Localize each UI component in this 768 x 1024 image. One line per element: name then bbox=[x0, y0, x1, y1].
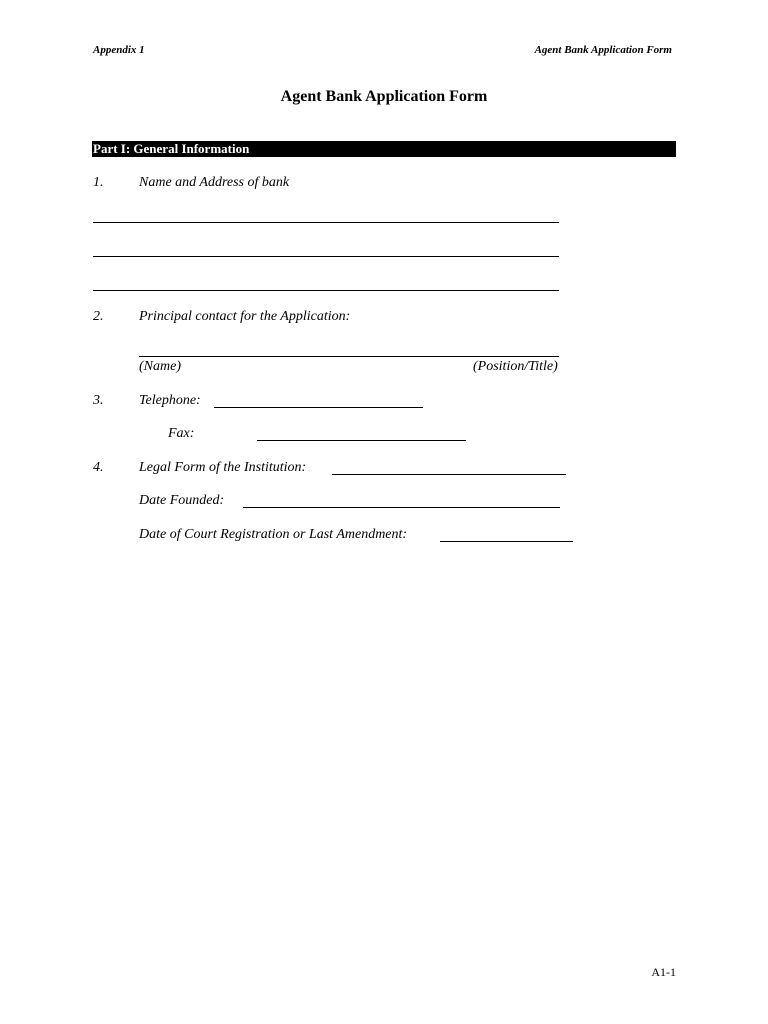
date-founded-field[interactable] bbox=[243, 507, 560, 508]
fax-label: Fax: bbox=[168, 426, 195, 441]
header-form-name: Agent Bank Application Form bbox=[534, 44, 672, 56]
name-caption: (Name) bbox=[139, 359, 181, 374]
header-appendix: Appendix 1 bbox=[93, 44, 145, 56]
q2-number: 2. bbox=[93, 309, 104, 324]
legal-form-field[interactable] bbox=[332, 474, 566, 475]
principal-contact-line[interactable] bbox=[139, 356, 559, 357]
page-number: A1-1 bbox=[651, 965, 676, 979]
section-heading-part1: Part I: General Information bbox=[93, 141, 250, 156]
registration-date-field[interactable] bbox=[440, 541, 573, 542]
telephone-field[interactable] bbox=[214, 407, 423, 408]
page-title: Agent Bank Application Form bbox=[280, 88, 488, 105]
q1-number: 1. bbox=[93, 175, 104, 190]
bank-name-address-line-2[interactable] bbox=[93, 256, 559, 257]
fax-field[interactable] bbox=[257, 440, 466, 441]
position-title-caption: (Position/Title) bbox=[473, 359, 558, 374]
bank-name-address-line-1[interactable] bbox=[93, 222, 559, 223]
bank-name-address-line-3[interactable] bbox=[93, 290, 559, 291]
date-founded-label: Date Founded: bbox=[139, 493, 225, 508]
q3-number: 3. bbox=[93, 393, 104, 408]
telephone-label: Telephone: bbox=[139, 393, 201, 408]
q4-number: 4. bbox=[93, 460, 104, 475]
registration-date-label: Date of Court Registration or Last Amendment: bbox=[139, 527, 408, 542]
q2-label: Principal contact for the Application: bbox=[139, 309, 351, 324]
legal-form-label: Legal Form of the Institution: bbox=[139, 460, 307, 475]
q1-label: Name and Address of bank bbox=[139, 175, 290, 190]
